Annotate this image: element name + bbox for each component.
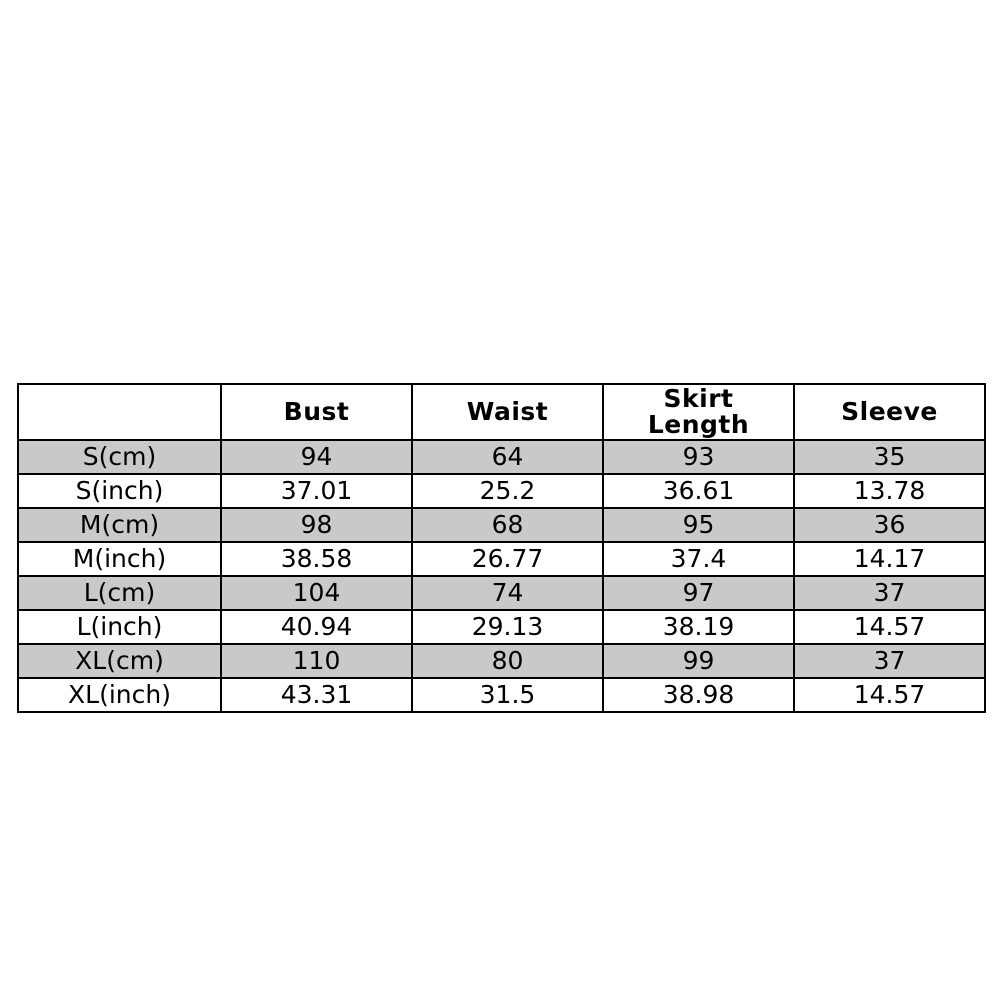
table-body bbox=[18, 440, 985, 712]
cell-skirt-length: 37.4 bbox=[603, 542, 794, 576]
cell-bust: 40.94 bbox=[221, 610, 412, 644]
cell-bust: 37.01 bbox=[221, 474, 412, 508]
header-cell-sleeve: Sleeve bbox=[794, 384, 985, 440]
cell-size: S(cm) bbox=[18, 440, 221, 474]
table-row bbox=[18, 644, 985, 678]
cell-sleeve: 13.78 bbox=[794, 474, 985, 508]
cell-size: XL(inch) bbox=[18, 678, 221, 712]
cell-waist: 26.77 bbox=[412, 542, 603, 576]
size-chart-container bbox=[17, 383, 984, 713]
cell-skirt-length: 99 bbox=[603, 644, 794, 678]
cell-waist: 29.13 bbox=[412, 610, 603, 644]
table-row bbox=[18, 576, 985, 610]
cell-size: XL(cm) bbox=[18, 644, 221, 678]
cell-bust: 98 bbox=[221, 508, 412, 542]
header-skirt-line1: Skirt bbox=[663, 383, 734, 413]
cell-skirt-length: 38.98 bbox=[603, 678, 794, 712]
header-skirt-line2: Length bbox=[647, 410, 750, 439]
table-row bbox=[18, 474, 985, 508]
cell-waist: 64 bbox=[412, 440, 603, 474]
cell-sleeve: 36 bbox=[794, 508, 985, 542]
cell-size: M(inch) bbox=[18, 542, 221, 576]
cell-sleeve: 35 bbox=[794, 440, 985, 474]
cell-bust: 94 bbox=[221, 440, 412, 474]
size-chart-table bbox=[17, 383, 986, 713]
cell-sleeve: 14.57 bbox=[794, 678, 985, 712]
cell-bust: 110 bbox=[221, 644, 412, 678]
table-header bbox=[18, 384, 985, 440]
table-row bbox=[18, 508, 985, 542]
table-row bbox=[18, 542, 985, 576]
cell-size: L(cm) bbox=[18, 576, 221, 610]
cell-waist: 80 bbox=[412, 644, 603, 678]
table-row bbox=[18, 610, 985, 644]
cell-bust: 104 bbox=[221, 576, 412, 610]
cell-skirt-length: 95 bbox=[603, 508, 794, 542]
cell-waist: 31.5 bbox=[412, 678, 603, 712]
header-cell-bust: Bust bbox=[221, 384, 412, 440]
cell-bust: 38.58 bbox=[221, 542, 412, 576]
header-row bbox=[18, 384, 985, 440]
cell-waist: 25.2 bbox=[412, 474, 603, 508]
header-cell-waist: Waist bbox=[412, 384, 603, 440]
cell-size: S(inch) bbox=[18, 474, 221, 508]
cell-sleeve: 14.17 bbox=[794, 542, 985, 576]
cell-size: L(inch) bbox=[18, 610, 221, 644]
cell-size: M(cm) bbox=[18, 508, 221, 542]
cell-skirt-length: 97 bbox=[603, 576, 794, 610]
cell-sleeve: 14.57 bbox=[794, 610, 985, 644]
cell-skirt-length: 36.61 bbox=[603, 474, 794, 508]
header-cell-size bbox=[18, 384, 221, 440]
cell-skirt-length: 93 bbox=[603, 440, 794, 474]
table-row bbox=[18, 440, 985, 474]
cell-waist: 74 bbox=[412, 576, 603, 610]
cell-skirt-length: 38.19 bbox=[603, 610, 794, 644]
header-cell-skirt-length bbox=[603, 384, 794, 440]
cell-waist: 68 bbox=[412, 508, 603, 542]
cell-sleeve: 37 bbox=[794, 644, 985, 678]
table-row bbox=[18, 678, 985, 712]
cell-bust: 43.31 bbox=[221, 678, 412, 712]
cell-sleeve: 37 bbox=[794, 576, 985, 610]
